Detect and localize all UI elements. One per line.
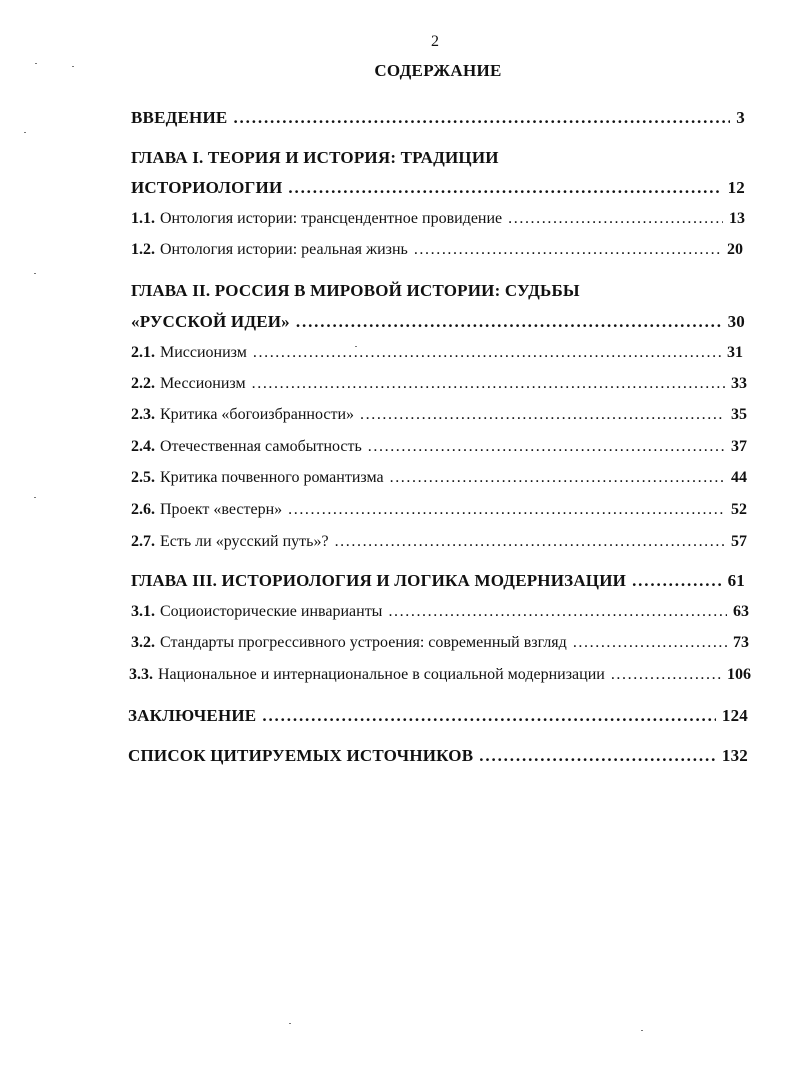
toc-entry-chapter-3[interactable]	[131, 571, 745, 591]
toc-entry-section[interactable]	[131, 603, 749, 621]
section-label: Национальное и интернациональное в социальной модернизации	[158, 666, 605, 683]
section-number: 1.1.	[131, 210, 155, 227]
toc-entry-page: 61	[727, 571, 745, 590]
toc-entry-label: ЗАКЛЮЧЕНИЕ	[128, 706, 257, 725]
toc-entry-section[interactable]	[131, 533, 747, 551]
section-page: 20	[727, 241, 743, 258]
section-number: 3.3.	[129, 666, 153, 683]
toc-entry-section[interactable]	[131, 438, 747, 456]
toc-entry-label: ГЛАВА III. ИСТОРИОЛОГИЯ И ЛОГИКА МОДЕРНИЗАЦИИ	[131, 571, 627, 590]
toc-entry-section[interactable]	[131, 634, 749, 652]
toc-entry-page: 132	[721, 746, 748, 765]
dot-leader	[252, 375, 725, 393]
section-number: 3.1.	[131, 603, 155, 620]
toc-entry-page: 3	[736, 108, 745, 127]
section-number: 2.5.	[131, 469, 155, 486]
dot-leader	[611, 666, 721, 684]
page-number: 2	[431, 33, 439, 50]
toc-entry-intro[interactable]	[131, 108, 745, 128]
section-number: 2.4.	[131, 438, 155, 455]
section-number: 2.6.	[131, 501, 155, 518]
section-number: 2.1.	[131, 344, 155, 361]
section-page: 37	[731, 438, 747, 455]
dot-leader	[288, 178, 721, 198]
section-number: 2.7.	[131, 533, 155, 550]
scan-speck	[34, 497, 36, 498]
toc-entry-section[interactable]	[131, 406, 747, 424]
toc-entry-chapter-1[interactable]	[131, 178, 745, 198]
section-number: 2.2.	[131, 375, 155, 392]
dot-leader	[233, 108, 730, 128]
scan-speck	[355, 346, 357, 347]
section-page: 57	[731, 533, 747, 550]
toc-entry-page: 30	[727, 312, 745, 331]
toc-entry-section[interactable]	[131, 375, 747, 393]
section-number: 3.2.	[131, 634, 155, 651]
toc-entry-section[interactable]	[131, 210, 745, 228]
chapter-heading-2[interactable]: ГЛАВА II. РОССИЯ В МИРОВОЙ ИСТОРИИ: СУДЬБЫ	[131, 281, 580, 300]
toc-entry-section[interactable]	[131, 501, 747, 519]
section-page: 73	[733, 634, 749, 651]
section-label: Социоисторические инварианты	[160, 603, 383, 620]
toc-entry-section[interactable]	[131, 241, 743, 259]
section-page: 63	[733, 603, 749, 620]
toc-entry-sources[interactable]	[128, 746, 748, 766]
dot-leader	[296, 312, 722, 332]
section-label: Отечественная самобытность	[160, 438, 362, 455]
section-page: 44	[731, 469, 747, 486]
section-number: 2.3.	[131, 406, 155, 423]
section-label: Мессионизм	[160, 375, 246, 392]
toc-entry-chapter-2[interactable]	[131, 312, 745, 332]
section-page: 13	[729, 210, 745, 227]
dot-leader	[388, 603, 727, 621]
section-label: Онтология истории: трансцендентное провидение	[160, 210, 503, 227]
section-label: Миссионизм	[160, 344, 247, 361]
toc-entry-label: СПИСОК ЦИТИРУЕМЫХ ИСТОЧНИКОВ	[128, 746, 474, 765]
toc-entry-section[interactable]	[131, 469, 747, 487]
section-page: 52	[731, 501, 747, 518]
scan-speck	[24, 132, 26, 133]
dot-leader	[288, 501, 725, 519]
dot-leader	[335, 533, 725, 551]
section-page: 106	[727, 666, 751, 683]
dot-leader	[253, 344, 721, 362]
scan-speck	[35, 63, 37, 64]
section-label: Есть ли «русский путь»?	[160, 533, 329, 550]
section-page: 33	[731, 375, 747, 392]
dot-leader	[262, 706, 716, 726]
section-page: 35	[731, 406, 747, 423]
chapter-heading-1[interactable]: ГЛАВА I. ТЕОРИЯ И ИСТОРИЯ: ТРАДИЦИИ	[131, 148, 499, 167]
toc-entry-page: 124	[721, 706, 748, 725]
section-label: Стандарты прогрессивного устроения: современный взгляд	[160, 634, 567, 651]
dot-leader	[414, 241, 721, 259]
dot-leader	[573, 634, 727, 652]
section-label: Критика почвенного романтизма	[160, 469, 384, 486]
toc-entry-label: ИСТОРИОЛОГИИ	[131, 178, 283, 197]
dot-leader	[390, 469, 725, 487]
toc-entry-conclusion[interactable]	[128, 706, 748, 726]
dot-leader	[368, 438, 725, 456]
toc-entry-section[interactable]	[129, 666, 751, 684]
dot-leader	[360, 406, 725, 424]
dot-leader	[479, 746, 716, 766]
section-label: Критика «богоизбранности»	[160, 406, 355, 423]
toc-title: СОДЕРЖАНИЕ	[374, 61, 502, 80]
section-page: 31	[727, 344, 743, 361]
section-number: 1.2.	[131, 241, 155, 258]
dot-leader	[632, 571, 722, 591]
dot-leader	[508, 210, 723, 228]
scan-speck	[72, 66, 74, 67]
toc-entry-label: «РУССКОЙ ИДЕИ»	[131, 312, 290, 331]
section-label: Онтология истории: реальная жизнь	[160, 241, 408, 258]
scan-speck	[34, 273, 36, 274]
toc-entry-label: ВВЕДЕНИЕ	[131, 108, 228, 127]
scan-speck	[289, 1023, 291, 1024]
toc-entry-section[interactable]	[131, 344, 743, 362]
toc-entry-page: 12	[727, 178, 745, 197]
section-label: Проект «вестерн»	[160, 501, 283, 518]
scan-speck	[641, 1030, 643, 1031]
